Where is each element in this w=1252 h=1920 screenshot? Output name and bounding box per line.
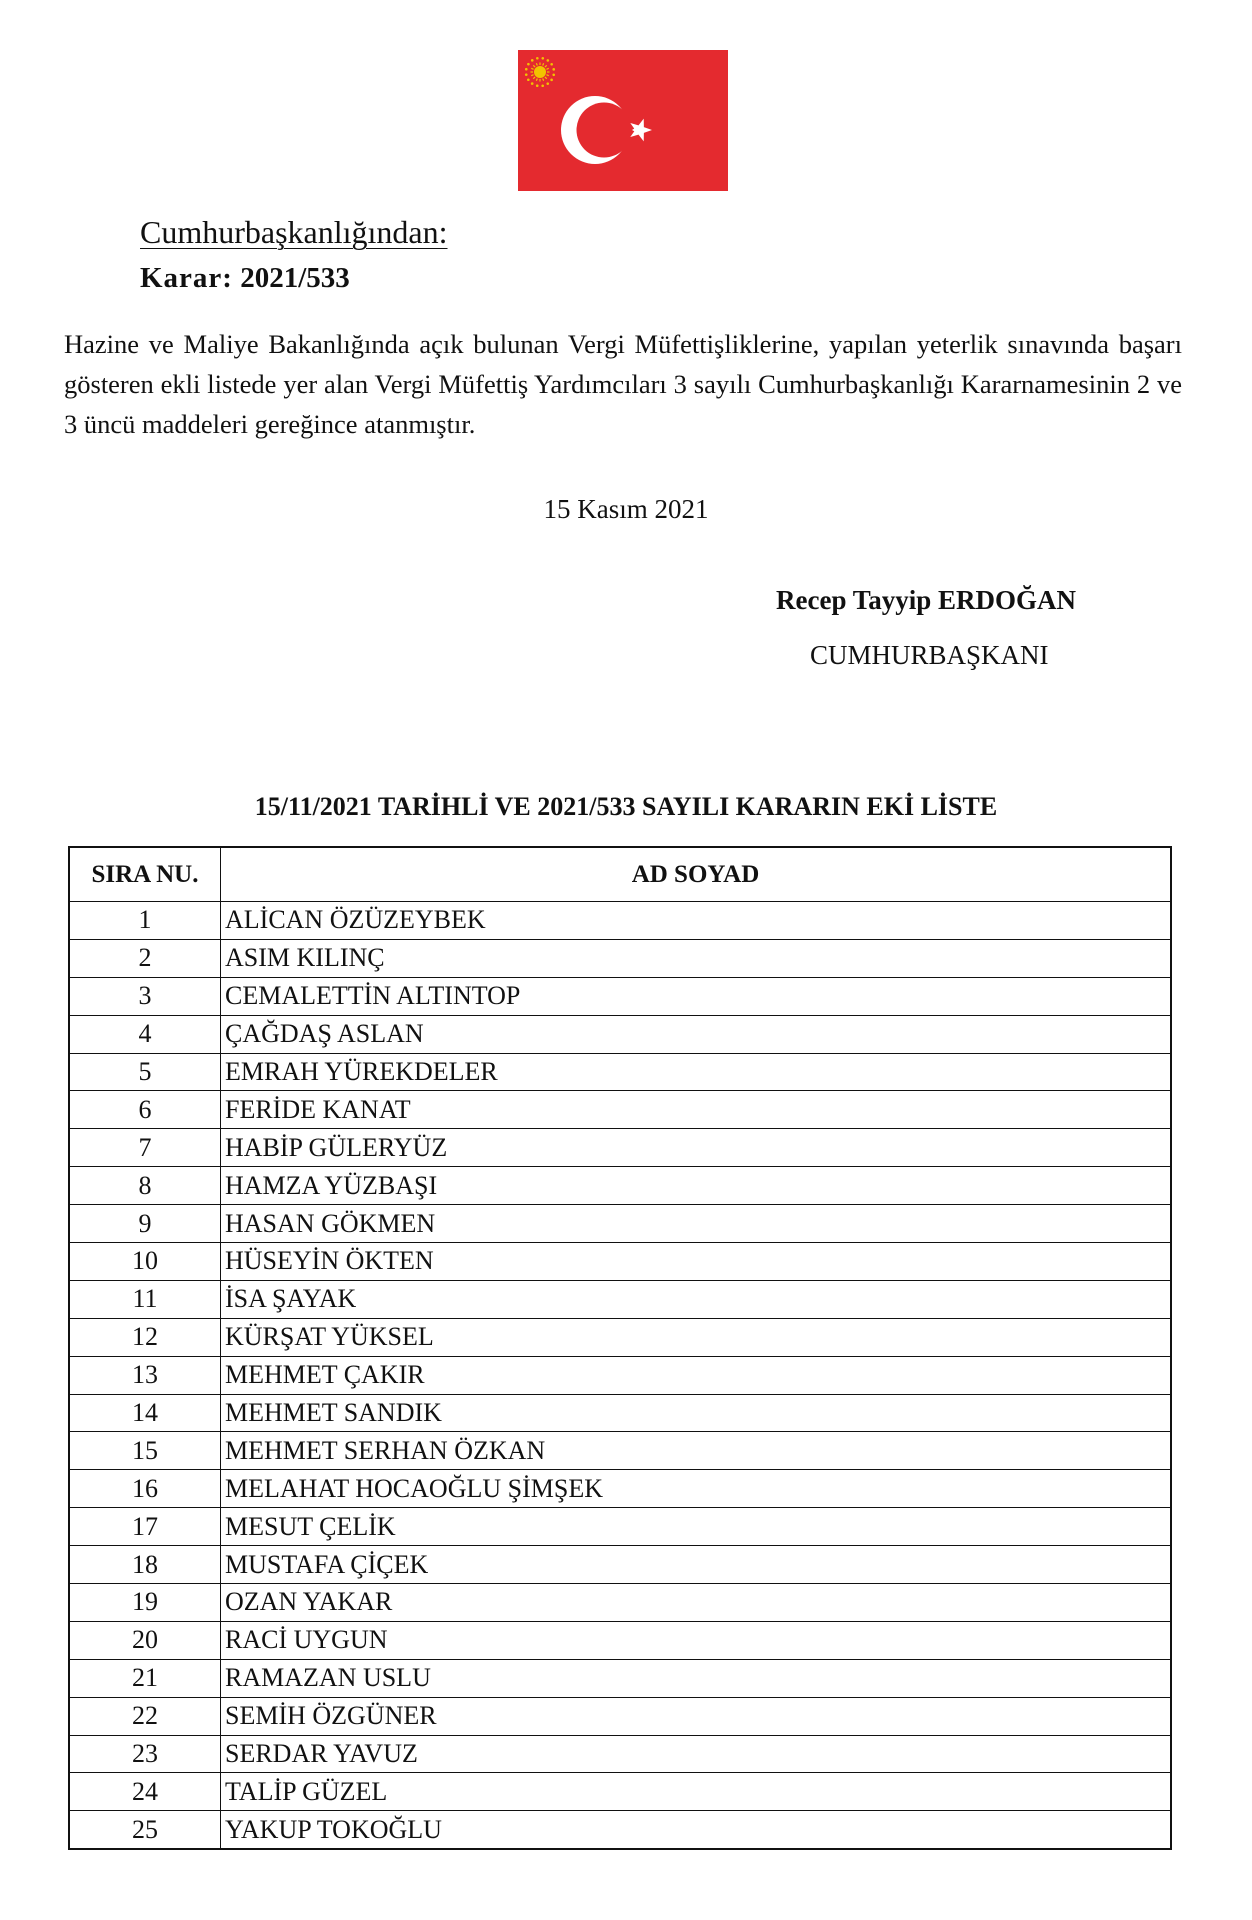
table-row [69, 1091, 1171, 1129]
row-full-name: MEHMET SANDIK [221, 1394, 1172, 1432]
row-full-name: OZAN YAKAR [221, 1584, 1172, 1622]
table-row [69, 1773, 1171, 1811]
table-row [69, 1015, 1171, 1053]
table-row [69, 1584, 1171, 1622]
table-row [69, 1621, 1171, 1659]
row-number: 6 [69, 1091, 221, 1129]
row-number: 25 [69, 1811, 221, 1849]
row-full-name: ASIM KILINÇ [221, 939, 1172, 977]
row-number: 14 [69, 1394, 221, 1432]
row-number: 16 [69, 1470, 221, 1508]
table-row [69, 1280, 1171, 1318]
row-number: 11 [69, 1280, 221, 1318]
table-row [69, 1470, 1171, 1508]
row-full-name: FERİDE KANAT [221, 1091, 1172, 1129]
row-full-name: TALİP GÜZEL [221, 1773, 1172, 1811]
table-row [69, 1356, 1171, 1394]
signer-title: CUMHURBAŞKANI [810, 640, 1049, 670]
row-number: 15 [69, 1432, 221, 1470]
row-full-name: SERDAR YAVUZ [221, 1735, 1172, 1773]
table-header-row [69, 847, 1171, 902]
row-full-name: ALİCAN ÖZÜZEYBEK [221, 902, 1172, 940]
table-row [69, 1205, 1171, 1243]
table-row [69, 977, 1171, 1015]
table-row [69, 1318, 1171, 1356]
row-number: 21 [69, 1659, 221, 1697]
row-number: 1 [69, 902, 221, 940]
decision-line [140, 262, 350, 295]
row-full-name: HASAN GÖKMEN [221, 1205, 1172, 1243]
row-number: 18 [69, 1546, 221, 1584]
issuer-heading: Cumhurbaşkanlığından: [140, 214, 448, 250]
table-row [69, 1508, 1171, 1546]
row-number: 10 [69, 1243, 221, 1281]
row-full-name: ÇAĞDAŞ ASLAN [221, 1015, 1172, 1053]
row-full-name: RACİ UYGUN [221, 1621, 1172, 1659]
table-row [69, 1167, 1171, 1205]
table-row [69, 1546, 1171, 1584]
table-row [69, 1394, 1171, 1432]
table-row [69, 1697, 1171, 1735]
table-row [69, 939, 1171, 977]
signer-name: Recep Tayyip ERDOĞAN [776, 585, 1077, 615]
row-full-name: HAMZA YÜZBAŞI [221, 1167, 1172, 1205]
row-number: 7 [69, 1129, 221, 1167]
row-number: 20 [69, 1621, 221, 1659]
table-row [69, 1735, 1171, 1773]
appointee-table [68, 846, 1172, 1850]
row-number: 13 [69, 1356, 221, 1394]
row-number: 12 [69, 1318, 221, 1356]
row-full-name: İSA ŞAYAK [221, 1280, 1172, 1318]
table-row [69, 1811, 1171, 1849]
presidential-seal-icon [525, 57, 555, 87]
row-number: 9 [69, 1205, 221, 1243]
row-full-name: KÜRŞAT YÜKSEL [221, 1318, 1172, 1356]
flag-graphic [518, 50, 728, 191]
row-full-name: CEMALETTİN ALTINTOP [221, 977, 1172, 1015]
row-full-name: MELAHAT HOCAOĞLU ŞİMŞEK [221, 1470, 1172, 1508]
column-header-no: SIRA NU. [69, 847, 221, 902]
row-full-name: HABİP GÜLERYÜZ [221, 1129, 1172, 1167]
row-number: 23 [69, 1735, 221, 1773]
row-full-name: HÜSEYİN ÖKTEN [221, 1243, 1172, 1281]
column-header-name: AD SOYAD [221, 847, 1172, 902]
decision-label: Karar: [140, 262, 233, 294]
table-row [69, 1129, 1171, 1167]
table-row [69, 1432, 1171, 1470]
table-row [69, 1659, 1171, 1697]
row-full-name: MUSTAFA ÇİÇEK [221, 1546, 1172, 1584]
table-row [69, 1053, 1171, 1091]
row-number: 24 [69, 1773, 221, 1811]
row-full-name: YAKUP TOKOĞLU [221, 1811, 1172, 1849]
row-number: 8 [69, 1167, 221, 1205]
row-full-name: MEHMET ÇAKIR [221, 1356, 1172, 1394]
row-number: 4 [69, 1015, 221, 1053]
table-row [69, 1243, 1171, 1281]
row-full-name: SEMİH ÖZGÜNER [221, 1697, 1172, 1735]
decision-date: 15 Kasım 2021 [543, 494, 709, 524]
row-number: 5 [69, 1053, 221, 1091]
table-row [69, 902, 1171, 940]
row-number: 17 [69, 1508, 221, 1546]
row-full-name: EMRAH YÜREKDELER [221, 1053, 1172, 1091]
row-number: 2 [69, 939, 221, 977]
flag-emblem-icon [518, 50, 728, 191]
decision-number: 2021/533 [240, 262, 350, 294]
row-number: 19 [69, 1584, 221, 1622]
row-full-name: RAMAZAN USLU [221, 1659, 1172, 1697]
decision-body: Hazine ve Maliye Bakanlığında açık bulunan Vergi Müfettişliklerine, yapılan yeterlik sınavında başarı gösteren ekli listede yer alan Vergi Müfettiş Yardımcıları 3 sayılı Cumhurbaşkanlığı Kararnamesinin 2 ve 3 üncü maddeleri gereğince atanmıştır. [64, 329, 1182, 439]
row-full-name: MEHMET SERHAN ÖZKAN [221, 1432, 1172, 1470]
annex-title: 15/11/2021 TARİHLİ VE 2021/533 SAYILI KARARIN EKİ LİSTE [254, 792, 998, 821]
row-full-name: MESUT ÇELİK [221, 1508, 1172, 1546]
row-number: 3 [69, 977, 221, 1015]
row-number: 22 [69, 1697, 221, 1735]
